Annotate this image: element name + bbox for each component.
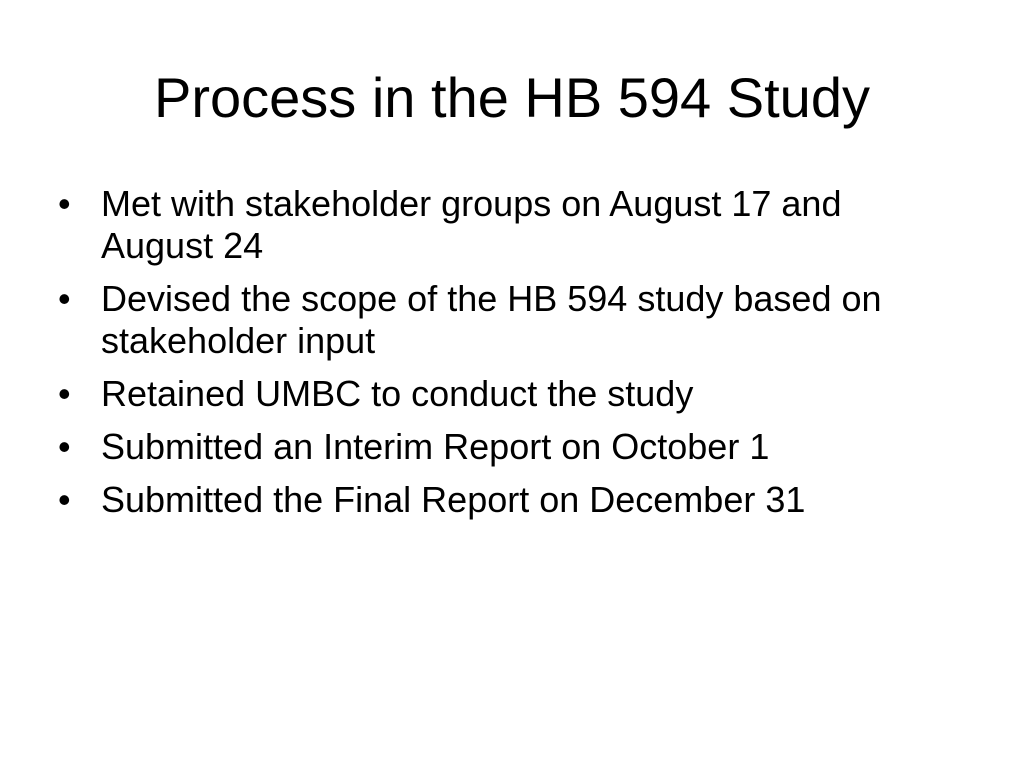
bullet-list bbox=[56, 183, 956, 532]
bullet-text: Retained UMBC to conduct the study bbox=[101, 373, 694, 414]
bullet-icon: • bbox=[58, 278, 71, 319]
bullet-text: Devised the scope of the HB 594 study based on stakeholder input bbox=[101, 278, 882, 361]
bullet-icon: • bbox=[58, 479, 71, 520]
bullet-text: Submitted the Final Report on December 31 bbox=[101, 479, 806, 520]
list-item bbox=[56, 373, 956, 415]
list-item bbox=[56, 426, 956, 468]
bullet-icon: • bbox=[58, 373, 71, 414]
list-item bbox=[56, 183, 956, 267]
list-item bbox=[56, 479, 956, 521]
list-item bbox=[56, 278, 956, 362]
bullet-icon: • bbox=[58, 426, 71, 467]
bullet-text: Submitted an Interim Report on October 1 bbox=[101, 426, 770, 467]
slide-title: Process in the HB 594 Study bbox=[154, 66, 870, 129]
bullet-text: Met with stakeholder groups on August 17 and August 24 bbox=[101, 183, 842, 266]
bullet-icon: • bbox=[58, 183, 71, 224]
